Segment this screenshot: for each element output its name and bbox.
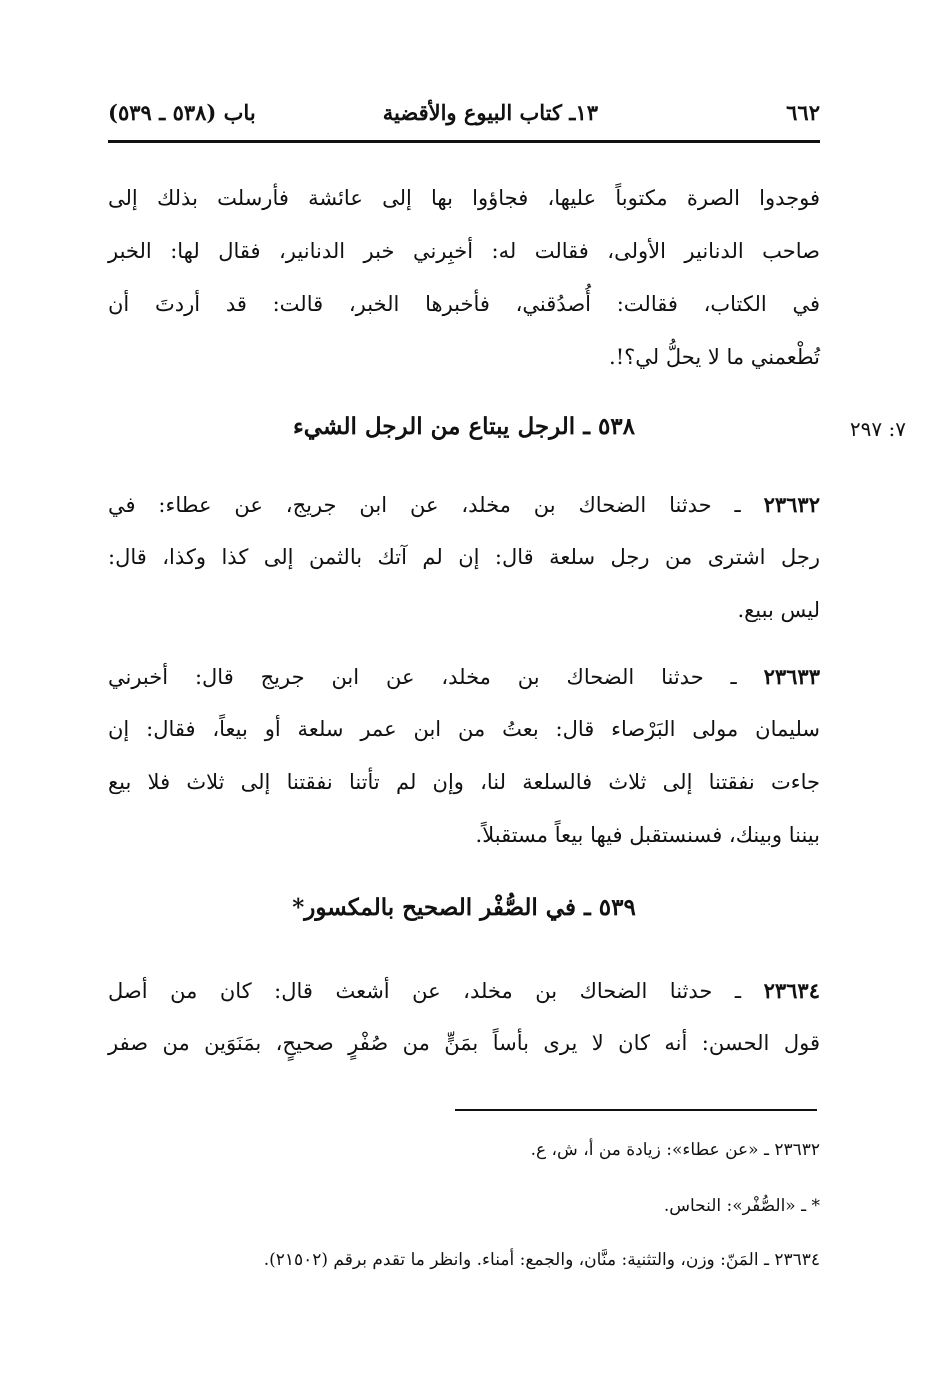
footnote-rule (455, 1109, 817, 1111)
section-heading-539: ٥٣٩ ـ في الصُّفْر الصحيح بالمكسور* (292, 894, 636, 921)
intro-paragraph (108, 172, 820, 384)
text-line: تُطْعمني ما لا يحلُّ لي؟!. (609, 345, 820, 369)
hadith-number: ٢٣٦٣٢ (763, 492, 820, 517)
text-line: فوجدوا الصرة مكتوباً عليها، فجاؤوا بها إلى عائشة فأرسلت بذلك إلى (108, 186, 820, 210)
book-title: ١٣ـ كتاب البيوع والأقضية (382, 100, 598, 125)
text-line: ليس ببيع. (737, 598, 820, 622)
margin-reference: ٧: ٢٩٧ (849, 417, 906, 441)
hadith-23633 (108, 650, 820, 862)
running-header (108, 100, 820, 134)
text-line: بيننا وبينك، فسنستقبل فيها بيعاً مستقبلاً. (475, 823, 820, 847)
text-line (108, 964, 820, 1017)
page-number: ٦٦٢ (786, 100, 820, 125)
text-line: قول الحسن: أنه كان لا يرى بأساً بمَنٍّ من صُفْرٍ صحيحٍ، بمَنَوَين من صفر (108, 1031, 820, 1055)
hadith-text: ـ حدثنا الضحاك بن مخلد، عن ابن جريج، عن عطاء: في (108, 493, 741, 517)
footnote-23634: ٢٣٦٣٤ ـ المَنّ: وزن، والتثنية: منَّان، والجمع: أمناء. وانظر ما تقدم برقم (٢١٥٠٢). (263, 1250, 820, 1270)
hadith-number: ٢٣٦٣٤ (763, 978, 820, 1003)
footnote-23632: ٢٣٦٣٢ ـ «عن عطاء»: زيادة من أ، ش، ع. (530, 1140, 820, 1160)
hadith-text: ـ حدثنا الضحاك بن مخلد، عن أشعث قال: كان من أصل (108, 979, 742, 1003)
text-line: في الكتاب، فقالت: أُصدُقني، فأخبرها الخبر، قالت: قد أردتَ أن (108, 292, 820, 316)
text-line: صاحب الدنانير الأولى، فقالت له: أخبِرني خبر الدنانير، فقال لها: الخبر (108, 239, 820, 263)
hadith-23632 (108, 478, 820, 637)
section-heading-538: ٥٣٨ ـ الرجل يبتاع من الرجل الشيء (292, 413, 636, 440)
chapter-range: باب (٥٣٨ ـ ٥٣٩) (108, 100, 256, 125)
hadith-23634 (108, 964, 820, 1070)
text-line: جاءت نفقتنا إلى ثلاث فالسلعة لنا، وإن لم تأتنا نفقتنا إلى ثلاث فلا بيع (108, 770, 820, 794)
text-line: رجل اشترى من رجل سلعة قال: إن لم آتك بالثمن إلى كذا وكذا، قال: (108, 545, 820, 569)
header-rule (108, 140, 820, 143)
text-line: سليمان مولى البَرْصاء قال: بعتُ من ابن عمر سلعة أو بيعاً، فقال: إن (108, 717, 820, 741)
text-line (108, 478, 820, 531)
text-line (108, 650, 820, 703)
hadith-text: ـ حدثنا الضحاك بن مخلد، عن ابن جريج قال: أخبرني (108, 665, 737, 689)
hadith-number: ٢٣٦٣٣ (763, 664, 820, 689)
footnote-asterisk: * ـ «الصُّفْر»: النحاس. (663, 1196, 820, 1216)
